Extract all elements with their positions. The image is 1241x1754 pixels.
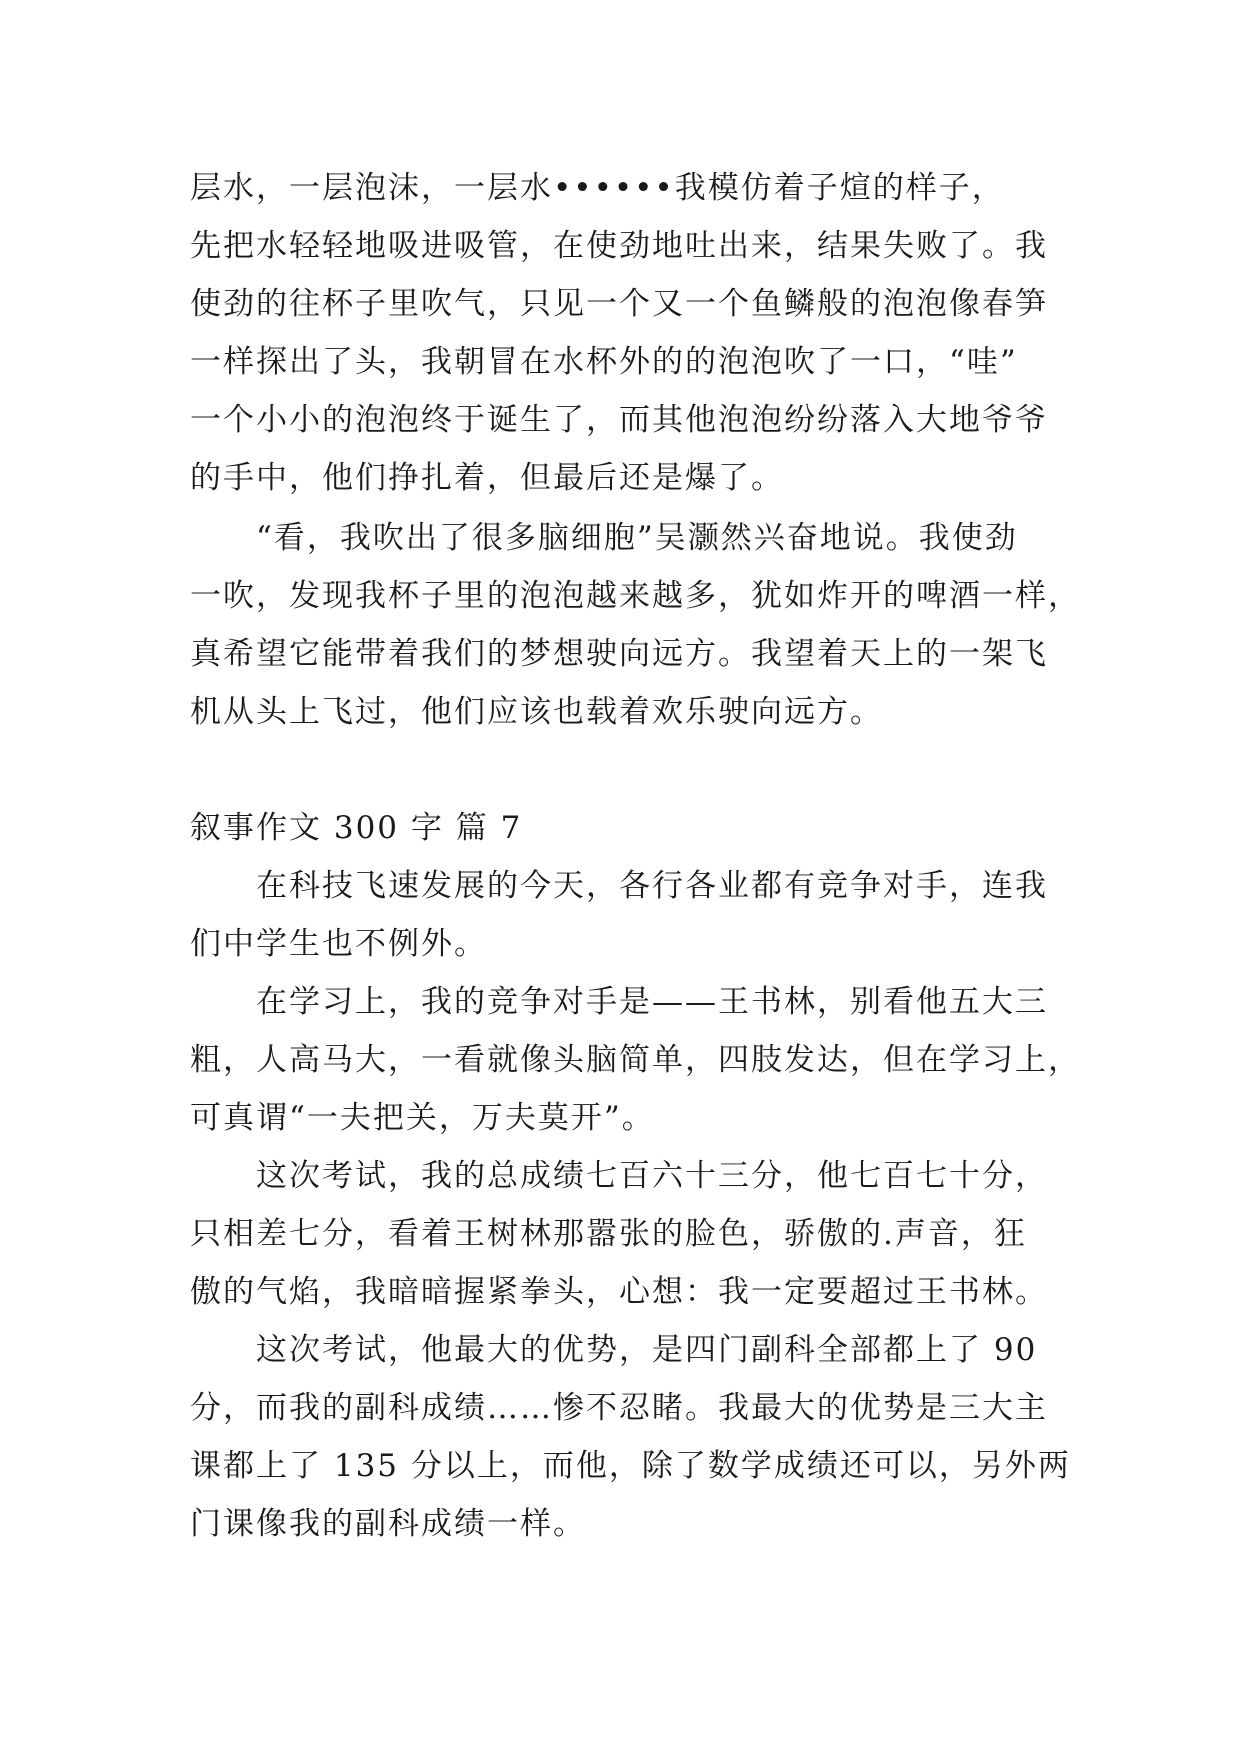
text-line: 在科技飞速发展的今天，各行各业都有竞争对手，连我 xyxy=(256,868,1048,904)
text-line: 一吹，发现我杯子里的泡泡越来越多，犹如炸开的啤酒一样， xyxy=(190,578,1081,614)
text-line: 一个小小的泡泡终于诞生了，而其他泡泡纷纷落入大地爷爷 xyxy=(190,402,1048,438)
text-line: 傲的气焰，我暗暗握紧拳头，心想：我一定要超过王书林。 xyxy=(190,1274,1048,1310)
text-line: 这次考试，他最大的优势，是四门副科全部都上了 90 xyxy=(256,1332,1038,1368)
text-line: 的手中，他们挣扎着，但最后还是爆了。 xyxy=(190,460,784,496)
text-line: 在学习上，我的竞争对手是——王书林，别看他五大三 xyxy=(256,984,1048,1020)
text-line: 使劲的往杯子里吹气，只见一个又一个鱼鳞般的泡泡像春笋 xyxy=(190,286,1048,322)
text-line: 粗，人高马大，一看就像头脑简单，四肢发达，但在学习上， xyxy=(190,1042,1081,1078)
text-line: “看，我吹出了很多脑细胞”吴灏然兴奋地说。我使劲 xyxy=(256,520,1018,556)
text-line: 这次考试，我的总成绩七百六十三分，他七百七十分， xyxy=(256,1158,1048,1194)
text-line: 们中学生也不例外。 xyxy=(190,926,487,962)
text-line: 层水，一层泡沫，一层水••••••我模仿着子煊的样子， xyxy=(190,170,1005,206)
text-line: 机从头上飞过，他们应该也载着欢乐驶向远方。 xyxy=(190,694,883,730)
text-line: 门课像我的副科成绩一样。 xyxy=(190,1506,586,1542)
text-line: 先把水轻轻地吸进吸管，在使劲地吐出来，结果失败了。我 xyxy=(190,228,1048,264)
text-line: 分，而我的副科成绩……惨不忍睹。我最大的优势是三大主 xyxy=(190,1390,1048,1426)
text-line: 只相差七分，看着王树林那嚣张的脸色，骄傲的.声音，狂 xyxy=(190,1216,1027,1252)
text-line: 一样探出了头，我朝冒在水杯外的的泡泡吹了一口，“哇” xyxy=(190,344,1018,380)
text-line: 真希望它能带着我们的梦想驶向远方。我望着天上的一架飞 xyxy=(190,636,1048,672)
text-line: 可真谓“一夫把关，万夫莫开”。 xyxy=(190,1100,655,1136)
section-heading: 叙事作文 300 字 篇 7 xyxy=(190,810,523,846)
text-line: 课都上了 135 分以上，而他，除了数学成绩还可以，另外两 xyxy=(190,1448,1071,1484)
